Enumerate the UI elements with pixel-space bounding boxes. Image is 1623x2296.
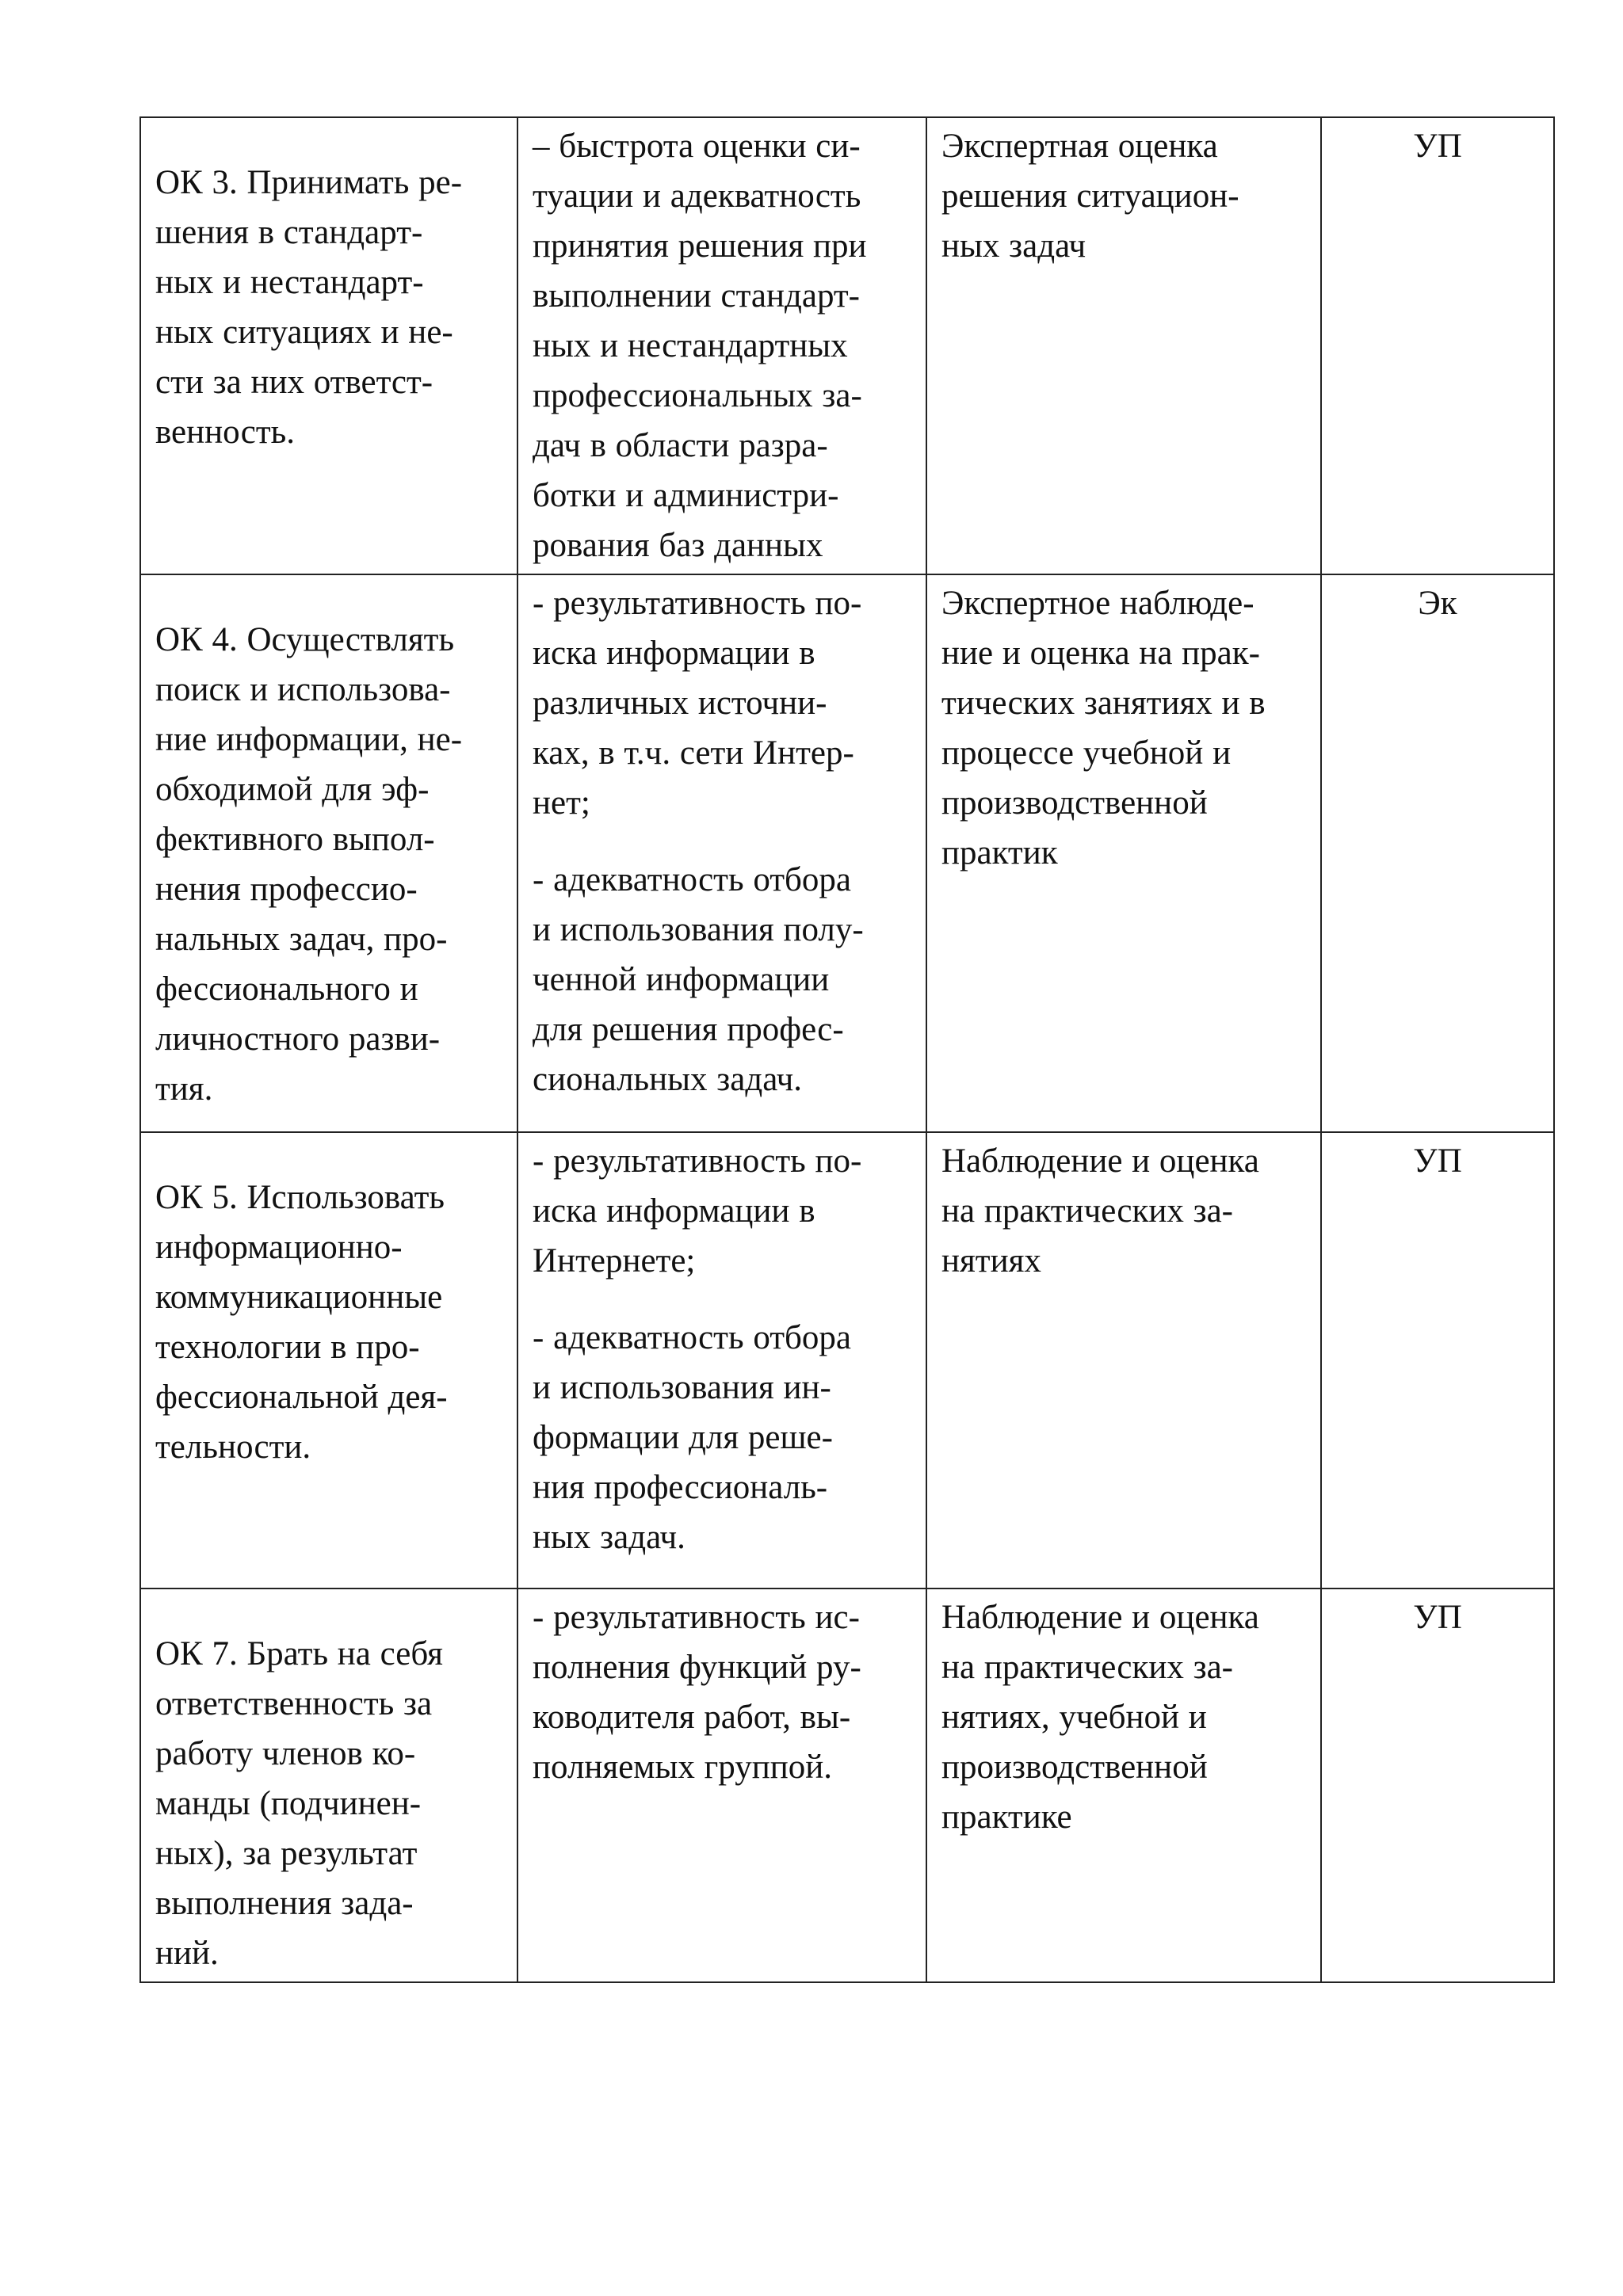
indicator-text: – быстрота оценки си- туации и адекватность принятия решения при выполнении стандарт- ных и нестандартных профессиональных за- дач в области разра- ботки и администри- рования баз данных xyxy=(533,128,867,564)
form-cell xyxy=(1321,117,1554,574)
competency-cell xyxy=(140,574,517,1132)
indicators-cell xyxy=(517,117,926,574)
assessment-text: Экспертная оценка решения ситуацион- ных задач xyxy=(941,128,1239,265)
assessment-text: Наблюдение и оценка на практических за- нятиях xyxy=(941,1142,1259,1280)
table-row xyxy=(140,574,1554,1132)
form-cell xyxy=(1321,574,1554,1132)
assessment-text: Экспертное наблюде- ние и оценка на прак- тических занятиях и в процессе учебной и производственной практик xyxy=(941,585,1266,871)
assessment-cell xyxy=(926,117,1321,574)
competency-text: ОК 7. Брать на себя ответственность за работу членов ко- манды (подчинен- ных), за результат выполнения зада- ний. xyxy=(155,1635,443,1972)
indicator-text: - результативность по- иска информации в Интернете; xyxy=(533,1142,862,1280)
competency-cell xyxy=(140,1132,517,1589)
assessment-cell xyxy=(926,1589,1321,1982)
competency-cell xyxy=(140,1589,517,1982)
form-cell xyxy=(1321,1589,1554,1982)
indicators-cell xyxy=(517,574,926,1132)
indicator-text: - результативность ис- полнения функций ру- ководителя работ, вы- полняемых группой. xyxy=(533,1599,861,1786)
competency-text: ОК 5. Использовать информационно- коммуникационные технологии в про- фессиональной дея- тельности. xyxy=(155,1179,448,1466)
competency-text: ОК 3. Принимать ре- шения в стандарт- ных и нестандарт- ных ситуациях и не- сти за них ответст- венность. xyxy=(155,164,463,451)
form-text: УП xyxy=(1413,128,1462,165)
competency-assessment-table xyxy=(139,116,1555,1983)
form-text: УП xyxy=(1413,1599,1462,1636)
competency-text: ОК 4. Осуществлять поиск и использова- ние информации, не- обходимой для эф- фективного выпол- нения профессио- нальных задач, про- фессионального и личностного разви- тия. xyxy=(155,621,463,1108)
form-text: УП xyxy=(1413,1142,1462,1180)
indicators-cell xyxy=(517,1132,926,1589)
indicators-cell xyxy=(517,1589,926,1982)
form-text: Эк xyxy=(1418,585,1457,622)
indicator-text: - адекватность отбора и использования полу- ченной информации для решения профес- сиональных задач. xyxy=(533,861,864,1098)
form-cell xyxy=(1321,1132,1554,1589)
table-row xyxy=(140,117,1554,574)
assessment-cell xyxy=(926,574,1321,1132)
assessment-text: Наблюдение и оценка на практических за- нятиях, учебной и производственной практике xyxy=(941,1599,1259,1836)
indicator-text: - результативность по- иска информации в различных источни- ках, в т.ч. сети Интер- нет; xyxy=(533,585,862,822)
table-row xyxy=(140,1589,1554,1982)
assessment-cell xyxy=(926,1132,1321,1589)
table-row xyxy=(140,1132,1554,1589)
indicator-text: - адекватность отбора и использования ин- формации для реше- ния профессиональ- ных задач. xyxy=(533,1319,852,1556)
competency-cell xyxy=(140,117,517,574)
